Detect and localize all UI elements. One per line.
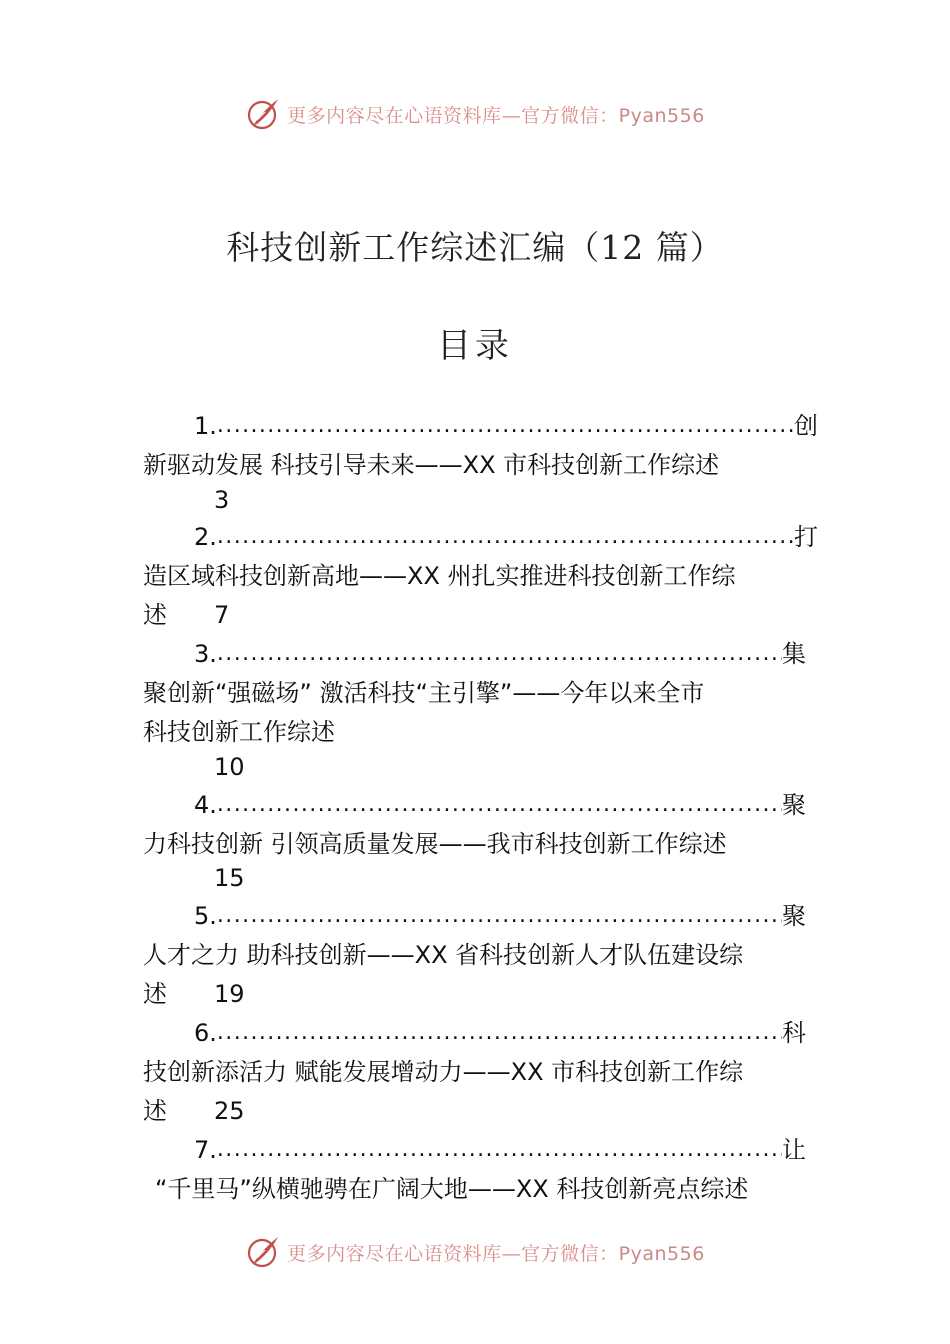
toc-entry-number: 3. xyxy=(194,640,217,668)
toc-entry-1-leader[interactable] xyxy=(194,410,818,442)
toc-entry-7-title[interactable]: “千里马”纵横驰骋在广阔大地——XX 科技创新亮点综述 xyxy=(155,1175,749,1203)
toc-entry-first-char: 让 xyxy=(782,1136,806,1164)
wechat-id: Pyan556 xyxy=(618,104,705,127)
toc-entry-3-title[interactable]: 聚创新“强磁场” 激活科技“主引擎”——今年以来全市 xyxy=(143,679,705,707)
dot-leader xyxy=(217,789,782,821)
toc-entry-1-page: 3 xyxy=(214,486,230,514)
quill-logo-icon xyxy=(245,96,281,132)
toc-entry-4-page: 15 xyxy=(214,864,245,892)
header-banner xyxy=(0,94,950,134)
toc-entry-5-leader[interactable] xyxy=(194,900,806,932)
quill-logo-icon xyxy=(245,1234,281,1270)
toc-entry-3-title-cont[interactable]: 科技创新工作综述 xyxy=(143,718,335,746)
banner-text: 更多内容尽在心语资料库—官方微信：Pyan556 xyxy=(287,1242,705,1265)
toc-entry-1-title[interactable]: 新驱动发展 科技引导未来——XX 市科技创新工作综述 xyxy=(143,451,720,479)
toc-entry-7-leader[interactable] xyxy=(194,1134,806,1166)
toc-entry-2-page: 7 xyxy=(214,601,230,629)
toc-entry-number: 4. xyxy=(194,791,217,819)
toc-entry-number: 7. xyxy=(194,1136,217,1164)
toc-entry-3-page: 10 xyxy=(214,753,245,781)
dot-leader xyxy=(217,900,782,932)
toc-entry-number: 5. xyxy=(194,902,217,930)
dot-leader xyxy=(217,410,794,442)
toc-entry-first-char: 打 xyxy=(794,523,818,551)
toc-entry-first-char: 聚 xyxy=(782,902,806,930)
toc-entry-5-title[interactable]: 人才之力 助科技创新——XX 省科技创新人才队伍建设综 xyxy=(143,941,744,969)
toc-entry-4-title[interactable]: 力科技创新 引领高质量发展——我市科技创新工作综述 xyxy=(143,830,727,858)
toc-entry-first-char: 集 xyxy=(782,640,806,668)
toc-entry-6-title[interactable]: 技创新添活力 赋能发展增动力——XX 市科技创新工作综 xyxy=(143,1058,744,1086)
dot-leader xyxy=(217,1134,782,1166)
toc-heading: 目录 xyxy=(437,326,513,366)
toc-entry-first-char: 创 xyxy=(794,412,818,440)
toc-entry-first-char: 科 xyxy=(782,1019,806,1047)
toc-entry-number: 1. xyxy=(194,412,217,440)
toc-entry-6-page: 25 xyxy=(214,1097,245,1125)
toc-entry-6-leader[interactable] xyxy=(194,1017,806,1049)
toc-entry-2-leader[interactable] xyxy=(194,521,818,553)
document-title: 科技创新工作综述汇编（12 篇） xyxy=(226,228,724,267)
banner-text: 更多内容尽在心语资料库—官方微信：Pyan556 xyxy=(287,104,705,127)
footer-banner xyxy=(0,1232,950,1272)
dot-leader xyxy=(217,638,782,670)
toc-entry-3-leader[interactable] xyxy=(194,638,806,670)
toc-entry-number: 2. xyxy=(194,523,217,551)
toc-entry-6-title-cont[interactable]: 述 xyxy=(143,1097,167,1125)
toc-entry-4-leader[interactable] xyxy=(194,789,806,821)
toc-entry-2-title-cont[interactable]: 述 xyxy=(143,601,167,629)
wechat-id: Pyan556 xyxy=(618,1242,705,1265)
dot-leader xyxy=(217,1017,782,1049)
toc-entry-5-title-cont[interactable]: 述 xyxy=(143,980,167,1008)
toc-entry-first-char: 聚 xyxy=(782,791,806,819)
toc-entry-number: 6. xyxy=(194,1019,217,1047)
toc-entry-2-title[interactable]: 造区域科技创新高地——XX 州扎实推进科技创新工作综 xyxy=(143,562,736,590)
toc-entry-5-page: 19 xyxy=(214,980,245,1008)
dot-leader xyxy=(217,521,794,553)
